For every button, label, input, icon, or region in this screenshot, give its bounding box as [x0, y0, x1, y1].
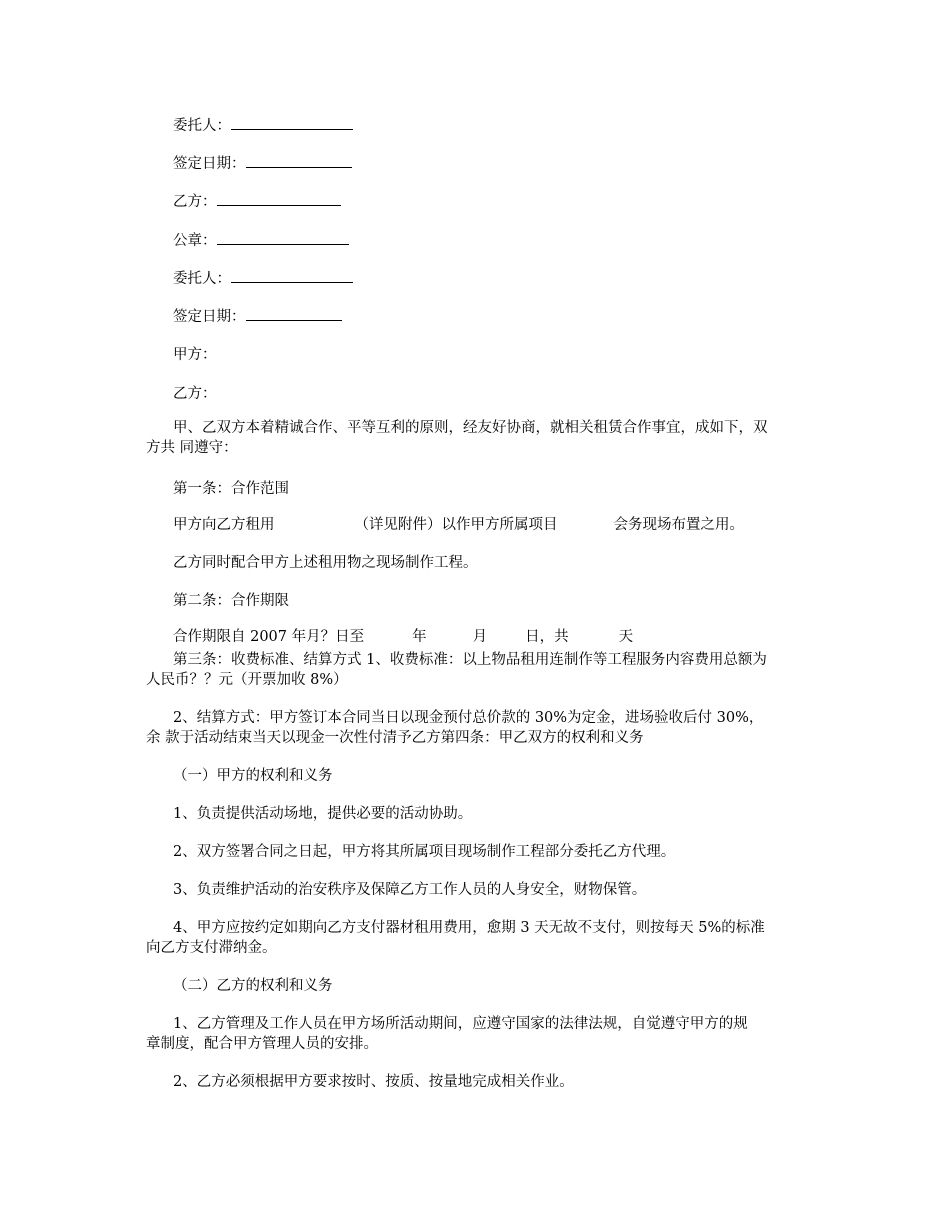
sign-date-blank — [246, 153, 352, 168]
party-b-sign-line — [173, 191, 341, 212]
article3-paragraph — [146, 650, 823, 690]
sign-date-line — [173, 153, 352, 174]
party-b-blank — [217, 191, 341, 206]
article1-rent-line — [173, 515, 744, 535]
intro-line-1: 甲、乙双方本着精诚合作、平等互利的原则，经友好协商，就相关租赁合作事宜，成如下，双 — [173, 420, 768, 436]
section-b-item-2: 2、乙方必须根据甲方要求按时、按质、按量地完成相关作业。 — [173, 1074, 574, 1090]
section-a-title: （一）甲方的权利和义务 — [173, 768, 333, 784]
section-b-item-1-line-1: 1、乙方管理及工作人员在甲方场所活动期间，应遵守国家的法律法规，自觉遵守甲方的规 — [173, 1016, 748, 1032]
entrust-label: 委托人： — [173, 118, 231, 134]
section-a-item-4 — [146, 918, 823, 958]
seal-blank — [217, 230, 349, 245]
period-part-1: 合作期限自 2007 年月？日至 — [173, 629, 365, 645]
section-a-item-2: 2、双方签署合同之日起，甲方将其所属项目现场制作工程部分委托乙方代理。 — [173, 844, 676, 860]
section-a-item-3: 3、负责维护活动的治安秩序及保障乙方工作人员的人身安全，财物保管。 — [173, 882, 647, 898]
section-a-item-1: 1、负责提供活动场地，提供必要的活动协助。 — [173, 806, 473, 822]
section-b-title: （二）乙方的权利和义务 — [173, 978, 333, 994]
intro-paragraph — [146, 418, 823, 458]
period-day: 日，共 — [525, 629, 569, 645]
article3-line-2: 人民币？？元（开票加收 8%） — [146, 672, 348, 688]
section-a-item-4-line-2: 向乙方支付滞纳金。 — [146, 940, 277, 956]
seal-label: 公章： — [173, 233, 217, 249]
party-a-line: 甲方： — [173, 347, 217, 363]
article3-line-1: 第三条：收费标准、结算方式 1、收费标准：以上物品租用连制作等工程服务内容费用总额为 — [173, 652, 767, 668]
rent-part-2: （详见附件）以作甲方所属项目 — [354, 517, 558, 533]
entrust-blank — [231, 115, 353, 130]
sign-date2-line — [173, 306, 342, 327]
section-b-item-1-line-2: 章制度，配合甲方管理人员的安排。 — [146, 1036, 378, 1052]
article2-period-line — [173, 627, 633, 647]
section-b-item-1 — [146, 1014, 823, 1054]
entrust2-label: 委托人： — [173, 271, 231, 287]
settlement-paragraph — [146, 708, 823, 748]
article2-title: 第二条：合作期限 — [173, 593, 289, 609]
article1-cooperate: 乙方同时配合甲方上述租用物之现场制作工程。 — [173, 555, 478, 571]
rent-part-3: 会务现场布置之用。 — [613, 517, 744, 533]
article1-title: 第一条：合作范围 — [173, 481, 289, 497]
party-b-sign-label: 乙方： — [173, 194, 217, 210]
sign-date-label: 签定日期： — [173, 156, 246, 172]
rent-part-1: 甲方向乙方租用 — [173, 517, 275, 533]
entrust-line — [173, 115, 353, 136]
settlement-line-1: 2、结算方式：甲方签订本合同当日以现金预付总价款的 30%为定金，进场验收后付 30%， — [173, 710, 764, 726]
sign-date2-label: 签定日期： — [173, 309, 246, 325]
section-a-item-4-line-1: 4、甲方应按约定如期向乙方支付器材租用费用，愈期 3 天无故不支付，则按每天 5%的标准 — [173, 920, 765, 936]
settlement-line-2: 余 款于活动结束当天以现金一次性付清予乙方第四条：甲乙双方的权利和义务 — [146, 730, 644, 746]
intro-line-2: 方共 同遵守： — [146, 440, 238, 456]
period-year: 年 — [412, 629, 427, 645]
period-days: 天 — [618, 629, 634, 645]
entrust2-blank — [231, 268, 353, 283]
sign-date2-blank — [246, 306, 342, 321]
party-b-line: 乙方： — [173, 386, 217, 402]
period-month: 月 — [472, 629, 488, 645]
seal-line — [173, 230, 349, 251]
entrust2-line — [173, 268, 353, 289]
